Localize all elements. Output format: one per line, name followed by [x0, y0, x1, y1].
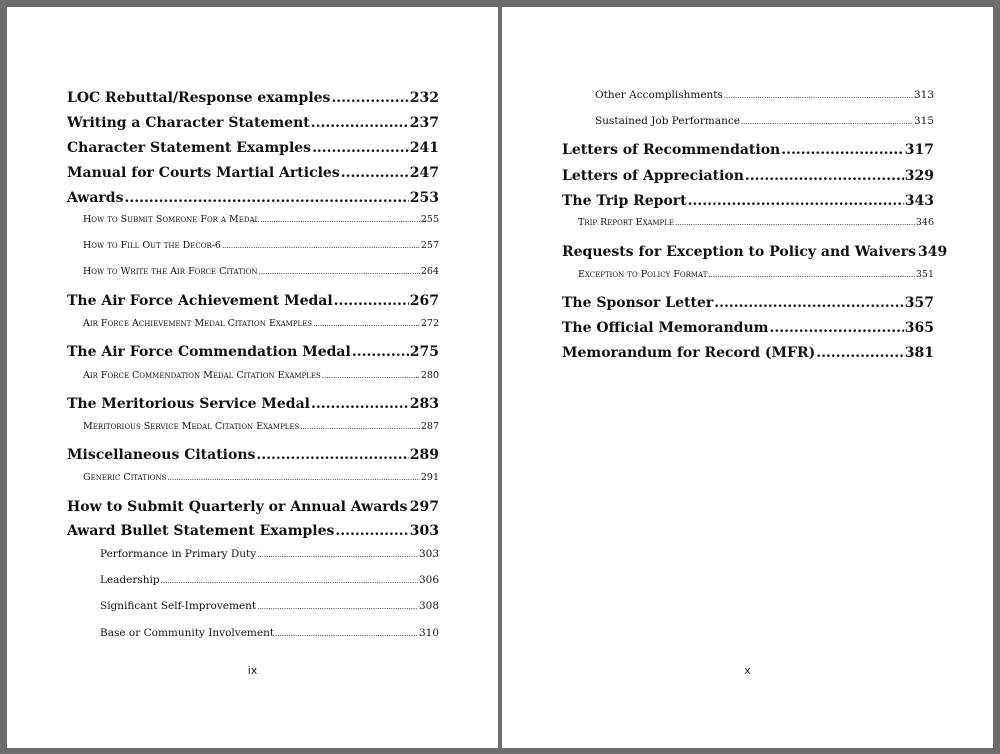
- toc-entry-title: Air Force Achievement Medal Citation Examples: [83, 318, 313, 329]
- toc-entry[interactable]: [67, 292, 439, 310]
- toc-entry-page: 257: [420, 240, 439, 251]
- toc-leader: [331, 89, 408, 107]
- toc-subentry[interactable]: [83, 421, 439, 433]
- toc-entry[interactable]: [562, 192, 934, 210]
- toc-entry[interactable]: [67, 343, 439, 361]
- toc-subentry[interactable]: [100, 600, 439, 613]
- toc-entry-page: 237: [409, 115, 439, 131]
- toc-entry-title: Manual for Courts Martial Articles: [67, 165, 340, 181]
- toc-entry-page: 306: [418, 574, 439, 586]
- toc-entry-title: Memorandum for Record (MFR): [562, 345, 816, 361]
- toc-entry-title: Letters of Appreciation: [562, 168, 744, 184]
- toc-entry-page: 303: [418, 548, 439, 560]
- toc-entry[interactable]: [562, 167, 934, 185]
- toc-leader: [256, 446, 408, 464]
- toc-entry[interactable]: [562, 243, 948, 261]
- toc-subentry[interactable]: [100, 627, 439, 640]
- toc-entry-page: 308: [418, 600, 439, 612]
- toc-entry-title: Exception to Policy Format: [578, 269, 708, 280]
- toc-entry-page: 343: [904, 193, 934, 209]
- toc-leader: [311, 114, 409, 132]
- page-number: ix: [247, 664, 258, 677]
- toc-subentry[interactable]: [83, 472, 439, 484]
- toc-entry-title: Other Accomplishments: [595, 89, 723, 101]
- toc-entry-title: Awards: [67, 190, 124, 206]
- toc-entry-page: 313: [913, 89, 934, 101]
- toc-entry-page: 329: [904, 168, 934, 184]
- toc-entry-page: 253: [409, 190, 439, 206]
- toc-entry-title: The Meritorious Service Medal: [67, 396, 310, 412]
- toc-entry-title: LOC Rebuttal/Response examples: [67, 90, 331, 106]
- toc-entry-page: 275: [409, 344, 439, 360]
- page-left: [7, 7, 498, 748]
- page-number: x: [744, 664, 751, 677]
- toc-entry-title: The Trip Report: [562, 193, 687, 209]
- toc-entry[interactable]: [67, 139, 439, 157]
- toc-subentry[interactable]: [83, 318, 439, 330]
- toc-entry-title: How to Fill Out the Decor-6: [83, 240, 221, 251]
- toc-leader: [335, 522, 408, 540]
- toc-entry[interactable]: [67, 498, 439, 516]
- toc-entry[interactable]: [562, 344, 934, 362]
- toc-entry-title: Meritorious Service Medal Citation Examples: [83, 421, 300, 432]
- toc-subentry[interactable]: [83, 370, 439, 382]
- toc-entry-page: 247: [409, 165, 439, 181]
- toc-leader: [741, 116, 913, 129]
- toc-entry-title: Base or Community Involvement: [100, 627, 275, 639]
- toc-entry-title: Air Force Commendation Medal Citation Examples: [83, 370, 321, 381]
- toc-leader: [769, 319, 903, 337]
- toc-leader: [816, 344, 904, 362]
- toc-subentry[interactable]: [83, 214, 439, 226]
- page-right: [502, 7, 993, 748]
- toc-leader: [258, 266, 419, 278]
- toc-left: [7, 7, 498, 748]
- toc-entry-page: 280: [420, 370, 439, 381]
- toc-subentry[interactable]: [83, 266, 439, 278]
- toc-entry-title: How to Submit Quarterly or Annual Awards: [67, 499, 408, 515]
- toc-entry-page: 283: [409, 396, 439, 412]
- toc-subentry[interactable]: [595, 89, 934, 102]
- toc-subentry[interactable]: [578, 217, 934, 229]
- toc-entry-page: 303: [409, 523, 439, 539]
- toc-entry-page: 315: [913, 115, 934, 127]
- toc-entry-title: The Air Force Commendation Medal: [67, 344, 351, 360]
- toc-entry-title: Character Statement Examples: [67, 140, 312, 156]
- toc-entry-title: Writing a Character Statement: [67, 115, 310, 131]
- toc-leader: [222, 240, 420, 252]
- toc-entry-title: The Air Force Achievement Medal: [67, 293, 333, 309]
- toc-leader: [675, 217, 915, 229]
- toc-entry-title: Requests for Exception to Policy and Waivers: [562, 244, 916, 260]
- toc-entry[interactable]: [562, 294, 934, 312]
- toc-entry-title: Miscellaneous Citations: [67, 447, 256, 463]
- toc-leader: [708, 269, 914, 281]
- toc-entry-title: Trip Report Example: [578, 217, 675, 228]
- toc-leader: [334, 292, 409, 310]
- toc-entry[interactable]: [67, 164, 439, 182]
- toc-entry-page: 264: [420, 266, 439, 277]
- toc-subentry[interactable]: [578, 269, 934, 281]
- toc-entry-page: 297: [409, 499, 439, 515]
- toc-leader: [341, 164, 409, 182]
- toc-leader: [688, 192, 904, 210]
- toc-leader: [781, 141, 904, 159]
- toc-leader: [167, 472, 419, 484]
- toc-leader: [724, 90, 913, 103]
- toc-leader: [257, 601, 418, 614]
- toc-leader: [714, 294, 904, 312]
- toc-entry-title: Award Bullet Statement Examples: [67, 523, 335, 539]
- toc-entry[interactable]: [67, 522, 439, 540]
- toc-entry-page: 272: [420, 318, 439, 329]
- toc-entry-page: 232: [409, 90, 439, 106]
- toc-entry[interactable]: [67, 189, 439, 207]
- toc-entry-page: 346: [915, 217, 934, 228]
- toc-subentry[interactable]: [83, 240, 439, 252]
- toc-entry-title: The Sponsor Letter: [562, 295, 714, 311]
- toc-entry-page: 365: [904, 320, 934, 336]
- toc-leader: [124, 189, 408, 207]
- toc-leader: [313, 318, 420, 330]
- toc-entry-title: Performance in Primary Duty: [100, 548, 257, 560]
- toc-leader: [311, 395, 409, 413]
- toc-leader: [257, 549, 418, 562]
- toc-entry-title: Letters of Recommendation: [562, 142, 781, 158]
- toc-leader: [322, 370, 420, 382]
- toc-leader: [745, 167, 904, 185]
- toc-subentry[interactable]: [100, 574, 439, 587]
- toc-entry-title: Significant Self-Improvement: [100, 600, 257, 612]
- toc-entry-page: 357: [904, 295, 934, 311]
- toc-entry[interactable]: [67, 395, 439, 413]
- toc-entry-page: 310: [418, 627, 439, 639]
- toc-entry-page: 287: [420, 421, 439, 432]
- toc-entry-title: The Official Memorandum: [562, 320, 769, 336]
- toc-leader: [275, 628, 418, 641]
- toc-right: [502, 7, 993, 748]
- toc-entry-title: How to Write the Air Force Citation: [83, 266, 258, 277]
- toc-leader: [312, 139, 409, 157]
- toc-entry-page: 381: [904, 345, 934, 361]
- toc-entry-page: 351: [915, 269, 934, 280]
- toc-entry-title: Sustained Job Performance: [595, 115, 740, 127]
- toc-entry-page: 267: [409, 293, 439, 309]
- toc-entry-page: 349: [918, 244, 948, 260]
- toc-leader: [260, 214, 420, 226]
- toc-entry-title: Generic Citations: [83, 472, 167, 483]
- toc-entry[interactable]: [562, 141, 934, 159]
- toc-entry-title: How to Submit Someone For a Medal: [83, 214, 260, 225]
- toc-entry-page: 317: [904, 142, 934, 158]
- toc-entry-page: 241: [409, 140, 439, 156]
- toc-entry[interactable]: [67, 114, 439, 132]
- toc-leader: [300, 421, 420, 433]
- toc-entry-title: Leadership: [100, 574, 160, 586]
- toc-leader: [352, 343, 409, 361]
- toc-subentry[interactable]: [595, 115, 934, 128]
- toc-entry[interactable]: [67, 89, 439, 107]
- toc-entry-page: 255: [420, 214, 439, 225]
- toc-entry[interactable]: [562, 319, 934, 337]
- toc-entry[interactable]: [67, 446, 439, 464]
- toc-entry-page: 289: [409, 447, 439, 463]
- toc-subentry[interactable]: [100, 548, 439, 561]
- toc-entry-page: 291: [420, 472, 439, 483]
- toc-leader: [161, 575, 418, 588]
